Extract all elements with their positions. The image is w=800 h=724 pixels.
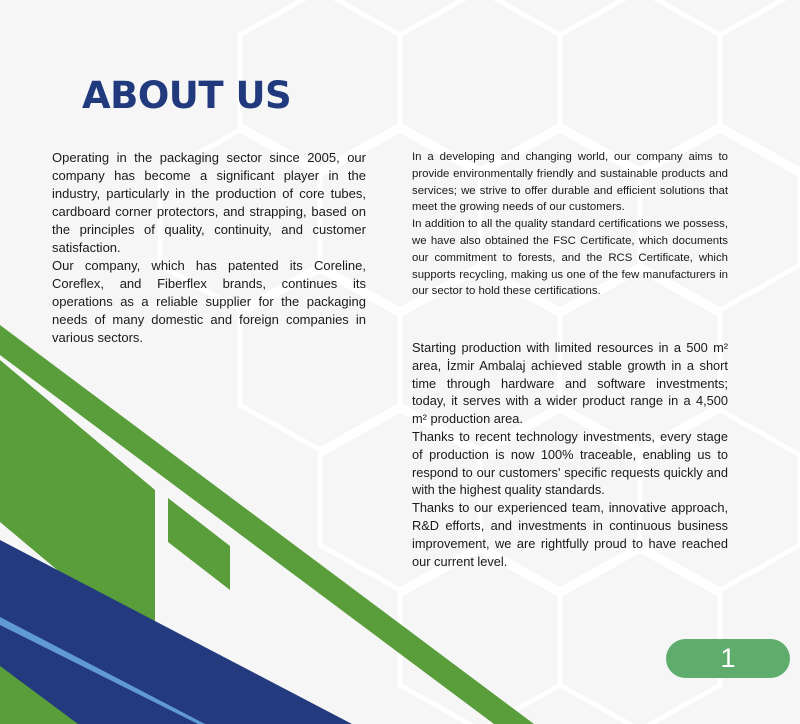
paragraph: In addition to all the quality standard certifications we possess, we have also obtained the FSC Certificate, which documents our commitment to forests, and the RCS Certificate, which supports recycling, making us one of the few manufacturers in our sector to hold these certifications. bbox=[412, 218, 728, 298]
paragraph: Thanks to recent technology investments, every stage of production is now 100% traceable, enabling us to respond to our customers' specific requests quickly and with the highest quality standards. bbox=[412, 428, 728, 498]
right-text-column-top bbox=[412, 149, 728, 300]
left-text-column bbox=[52, 149, 366, 347]
page-title: ABOUT US bbox=[82, 74, 292, 117]
paragraph: Thanks to our experienced team, innovative approach, R&D efforts, and investments in continuous business improvement, we are rightfully proud to have reached our current level. bbox=[412, 500, 728, 569]
paragraph: Starting production with limited resources in a 500 m² area, İzmir Ambalaj achieved stable growth in a short time through hardware and software investments; today, it serves with a wider product range in a 4,500 m² production area. bbox=[412, 340, 728, 427]
page-number-badge: 1 bbox=[666, 639, 790, 678]
paragraph: Operating in the packaging sector since 2005, our company has become a significant player in the industry, particularly in the production of core tubes, cardboard corner protectors, and strapping, based on the principles of quality, continuity, and customer satisfaction. bbox=[52, 150, 366, 255]
paragraph: Our company, which has patented its Coreline, Coreflex, and Fiberflex brands, continues its operations as a reliable supplier for the packaging needs of many domestic and foreign companies in various sectors. bbox=[52, 258, 366, 345]
paragraph: In a developing and changing world, our company aims to provide environmentally friendly and sustainable products and services; we strive to offer durable and efficient solutions that meet the growing needs of our customers. bbox=[412, 151, 728, 214]
right-text-column-bottom bbox=[412, 339, 728, 570]
